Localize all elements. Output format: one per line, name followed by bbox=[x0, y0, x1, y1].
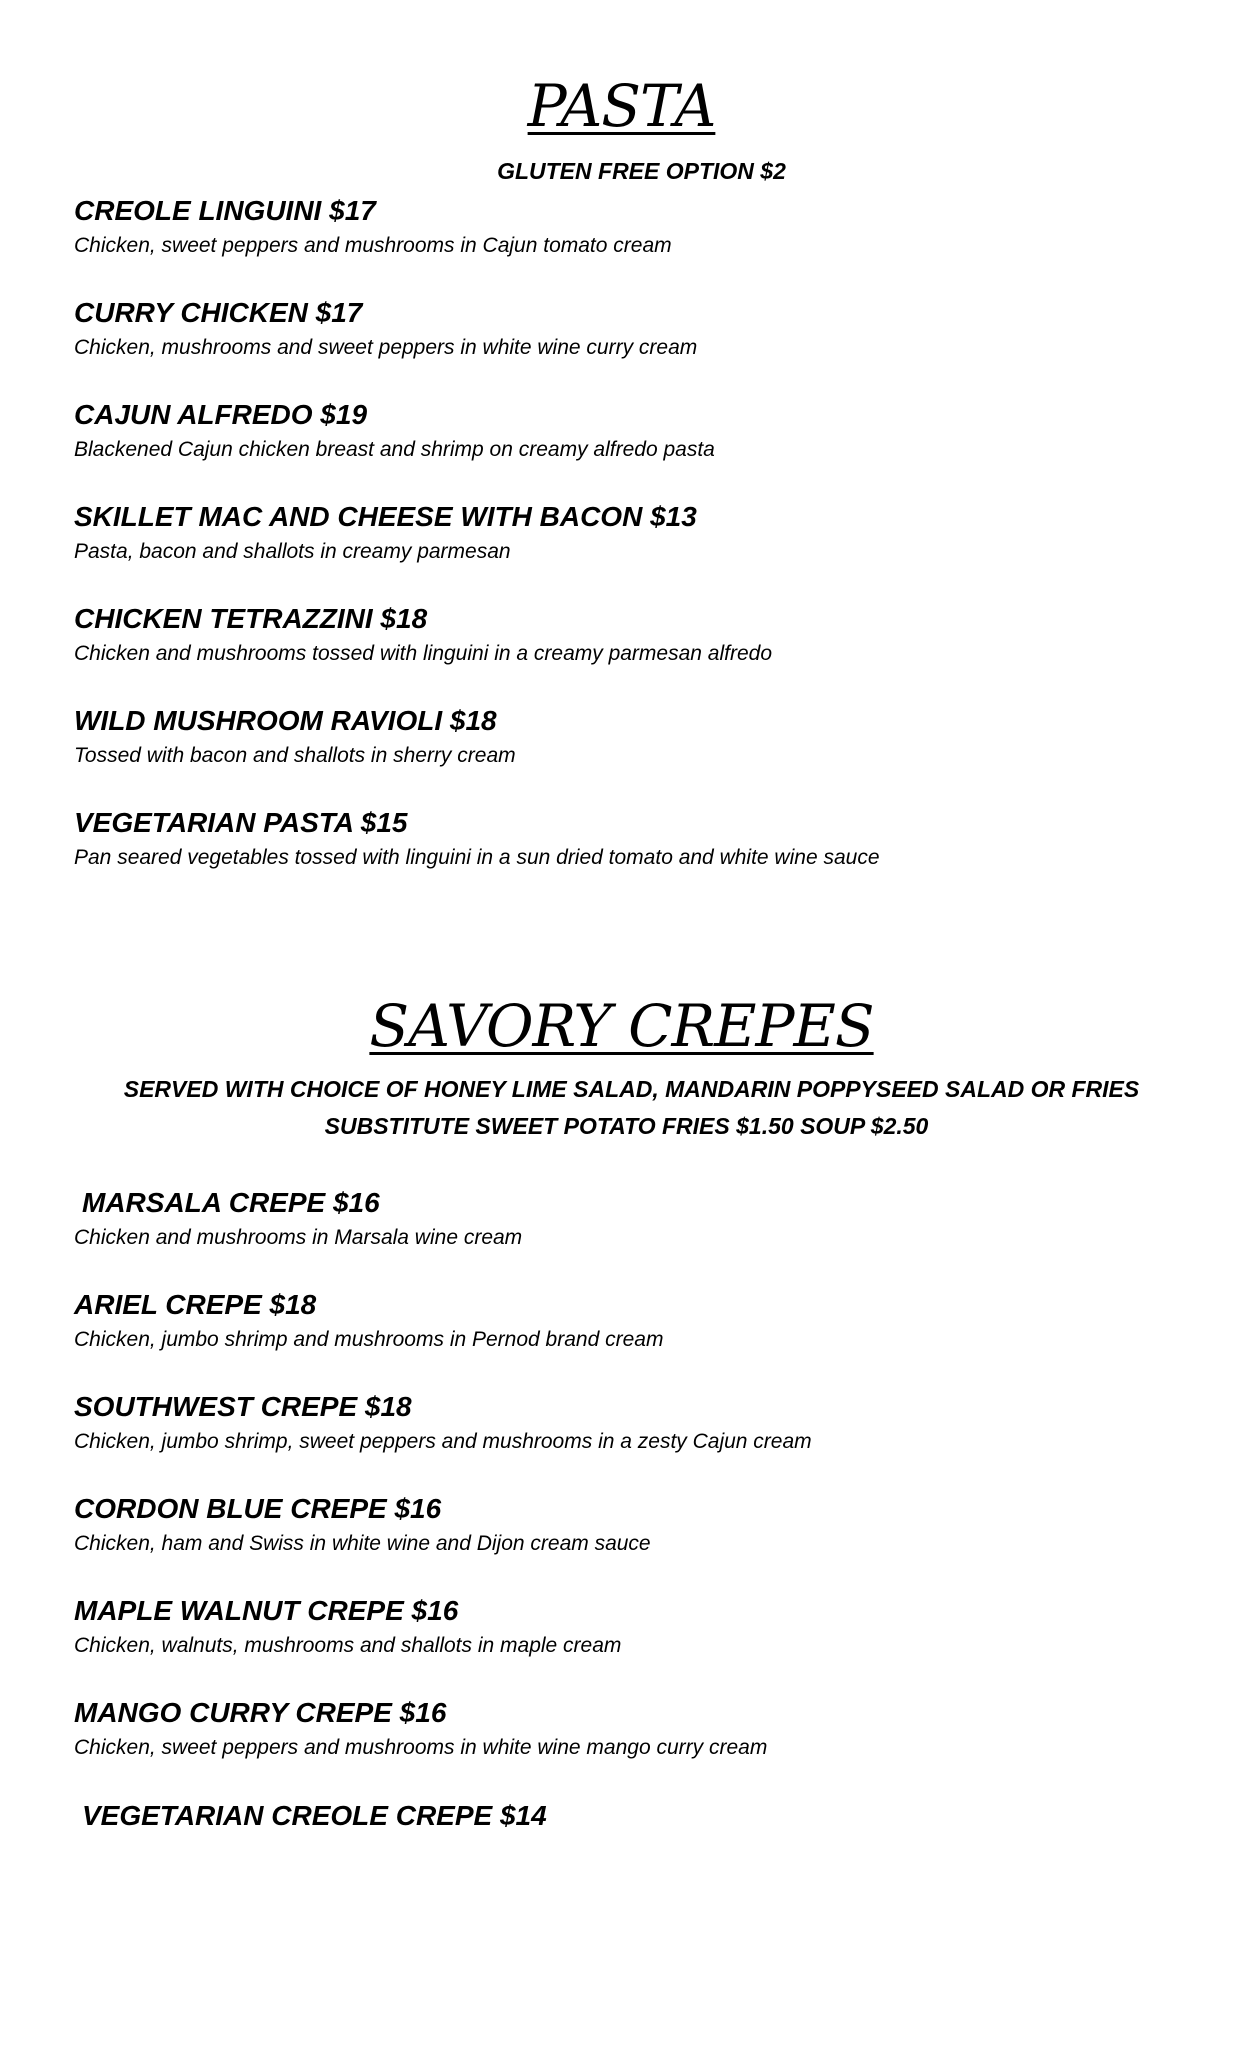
item-name: CURRY CHICKEN $17 bbox=[74, 297, 363, 328]
item-name: VEGETARIAN CREOLE CREPE $14 bbox=[82, 1800, 547, 1831]
sides-note: SERVED WITH CHOICE OF HONEY LIME SALAD, MANDARIN POPPYSEED SALAD OR FRIES bbox=[123, 1076, 1140, 1102]
item-description: Chicken, sweet peppers and mushrooms in Cajun tomato cream bbox=[74, 234, 672, 257]
item-name: SOUTHWEST CREPE $18 bbox=[74, 1391, 412, 1422]
item-name: MANGO CURRY CREPE $16 bbox=[74, 1697, 447, 1728]
item-description: Pan seared vegetables tossed with linguini in a sun dried tomato and white wine sauce bbox=[74, 846, 880, 869]
menu-item bbox=[74, 1288, 1194, 1354]
menu-item bbox=[74, 296, 1194, 362]
substitute-note: SUBSTITUTE SWEET POTATO FRIES $1.50 SOUP $2.50 bbox=[324, 1113, 929, 1139]
item-description: Blackened Cajun chicken breast and shrimp on creamy alfredo pasta bbox=[74, 438, 715, 461]
item-name: MARSALA CREPE $16 bbox=[82, 1187, 380, 1218]
menu-item bbox=[74, 1390, 1194, 1456]
item-description: Pasta, bacon and shallots in creamy parmesan bbox=[74, 540, 511, 563]
menu-item bbox=[74, 806, 1194, 872]
menu-item bbox=[82, 1799, 1202, 1833]
item-name: ARIEL CREPE $18 bbox=[74, 1289, 317, 1320]
item-description: Chicken, ham and Swiss in white wine and Dijon cream sauce bbox=[74, 1532, 651, 1555]
item-description: Chicken, jumbo shrimp and mushrooms in Pernod brand cream bbox=[74, 1328, 664, 1351]
item-name: WILD MUSHROOM RAVIOLI $18 bbox=[74, 705, 497, 736]
menu-item bbox=[74, 704, 1194, 770]
item-name: SKILLET MAC AND CHEESE WITH BACON $13 bbox=[74, 501, 697, 532]
item-description: Tossed with bacon and shallots in sherry cream bbox=[74, 744, 516, 767]
item-name: CORDON BLUE CREPE $16 bbox=[74, 1493, 442, 1524]
item-description: Chicken, walnuts, mushrooms and shallots in maple cream bbox=[74, 1634, 622, 1657]
menu-item bbox=[74, 1186, 1202, 1252]
item-name: VEGETARIAN PASTA $15 bbox=[74, 807, 408, 838]
gluten-free-note: GLUTEN FREE OPTION $2 bbox=[497, 158, 786, 184]
pasta-section-title: PASTA bbox=[527, 72, 716, 140]
menu-item bbox=[74, 602, 1194, 668]
menu-item bbox=[74, 1594, 1194, 1660]
menu-item bbox=[74, 194, 1194, 260]
item-description: Chicken and mushrooms tossed with linguini in a creamy parmesan alfredo bbox=[74, 642, 773, 665]
item-name: MAPLE WALNUT CREPE $16 bbox=[74, 1595, 459, 1626]
crepes-section-title: SAVORY CREPES bbox=[369, 992, 874, 1060]
item-description: Chicken, sweet peppers and mushrooms in white wine mango curry cream bbox=[74, 1736, 768, 1759]
menu-item bbox=[74, 500, 1194, 566]
item-description: Chicken, mushrooms and sweet peppers in white wine curry cream bbox=[74, 336, 698, 359]
item-name: CHICKEN TETRAZZINI $18 bbox=[74, 603, 428, 634]
item-description: Chicken and mushrooms in Marsala wine cream bbox=[74, 1226, 523, 1249]
menu-item bbox=[74, 1696, 1194, 1762]
menu-item bbox=[74, 1492, 1194, 1558]
menu-item bbox=[74, 398, 1194, 464]
item-name: CAJUN ALFREDO $19 bbox=[74, 399, 368, 430]
item-name: CREOLE LINGUINI $17 bbox=[74, 195, 376, 226]
item-description: Chicken, jumbo shrimp, sweet peppers and mushrooms in a zesty Cajun cream bbox=[74, 1430, 812, 1453]
